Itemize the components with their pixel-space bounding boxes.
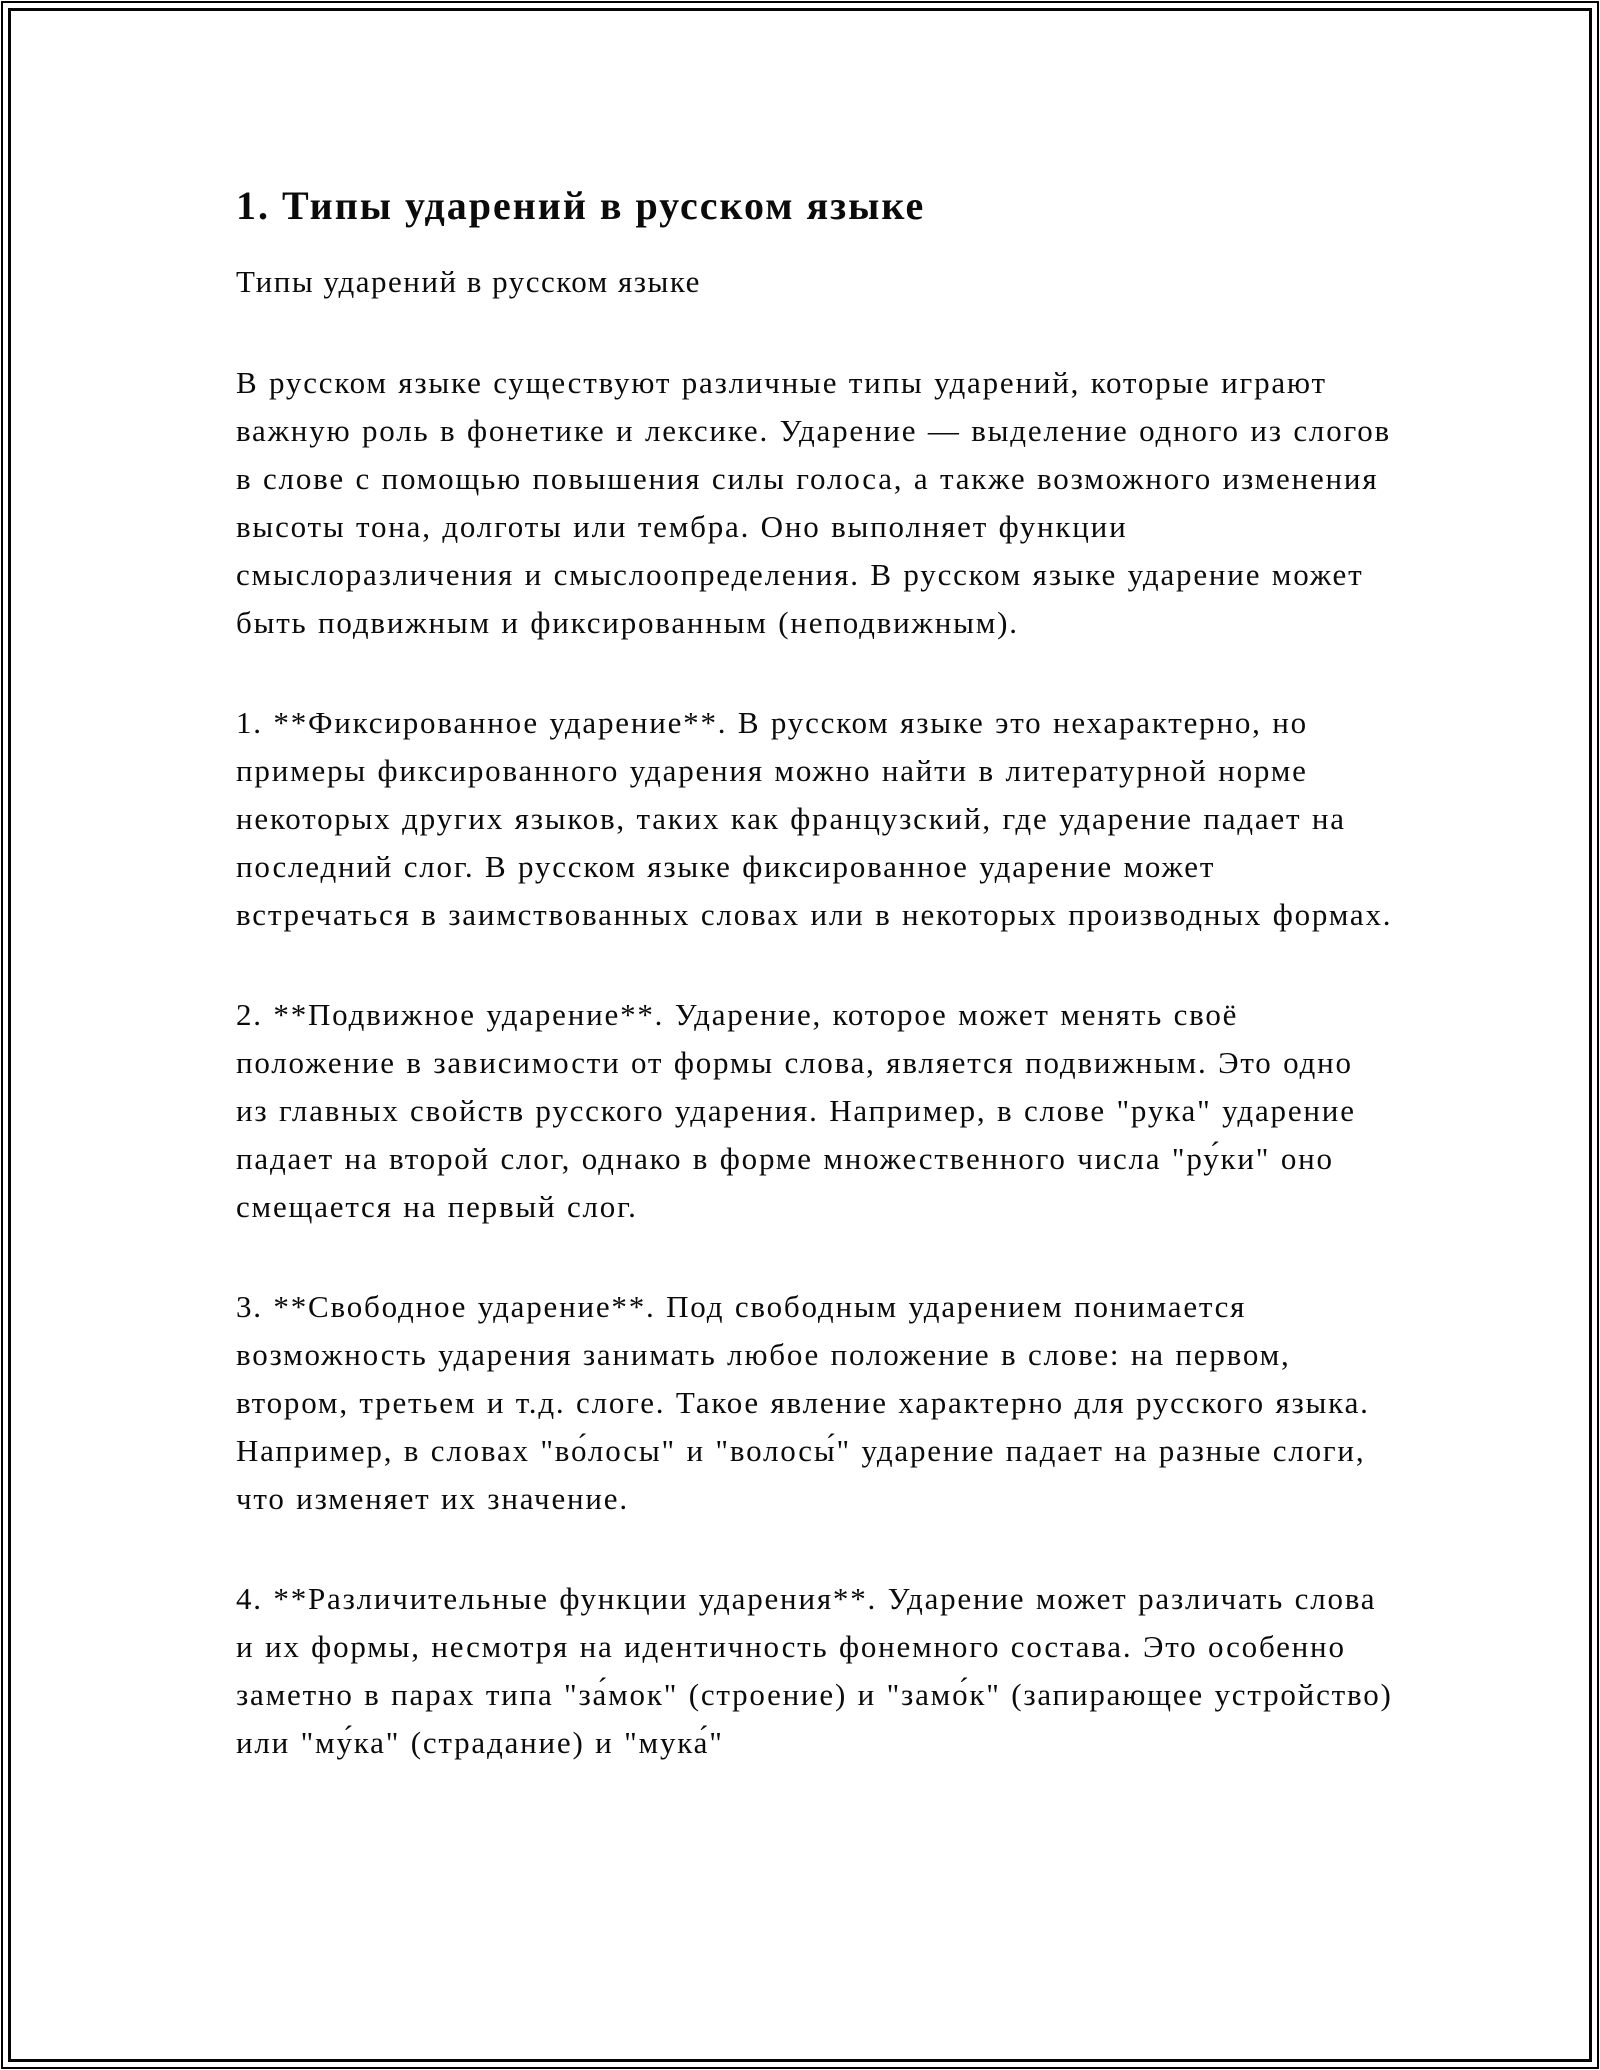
movable-stress-paragraph: 2. **Подвижное ударение**. Ударение, которое может менять своё положение в зависимости от формы слова, является подвижным. Это одно из главных свойств русского ударения. Например, в слове "рука" ударение падает на второй слог, однако в форме множественного числа "ру́ки" оно смещается на первый слог. (236, 997, 1356, 1224)
distinctive-function-paragraph: 4. **Различительные функции ударения**. Ударение может различать слова и их формы, несмотря на идентичность фонемного состава. Это особенно заметно в парах типа "за́мок" (строение) и "замо́к" (запирающее устройство) или "му́ка" (страдание) и "мука́" (236, 1581, 1393, 1760)
section-heading: 1. Типы ударений в русском языке (236, 183, 926, 228)
fixed-stress-paragraph: 1. **Фиксированное ударение**. В русском языке это нехарактерно, но примеры фиксированного ударения можно найти в литературной норме некоторых других языков, таких как французский, где ударение падает на последний слог. В русском языке фиксированное ударение может встречаться в заимствованных словах или в некоторых производных формах. (236, 705, 1393, 932)
document-subtitle: Типы ударений в русском языке (236, 264, 701, 299)
free-stress-paragraph: 3. **Свободное ударение**. Под свободным ударением понимается возможность ударения занимать любое положение в слове: на первом, втором, третьем и т.д. слоге. Такое явление характерно для русского языка. Например, в словах "во́лосы" и "волосы́" ударение падает на разные слоги, что изменяет их значение. (236, 1289, 1370, 1516)
intro-paragraph: В русском языке существуют различные типы ударений, которые играют важную роль в фонетике и лексике. Ударение — выделение одного из слогов в слове с помощью повышения силы голоса, а также возможного изменения высоты тона, долготы или тембра. Оно выполняет функции смыслоразличения и смыслоопределения. В русском языке ударение может быть подвижным и фиксированным (неподвижным). (236, 365, 1391, 640)
document-content (236, 182, 1394, 1819)
